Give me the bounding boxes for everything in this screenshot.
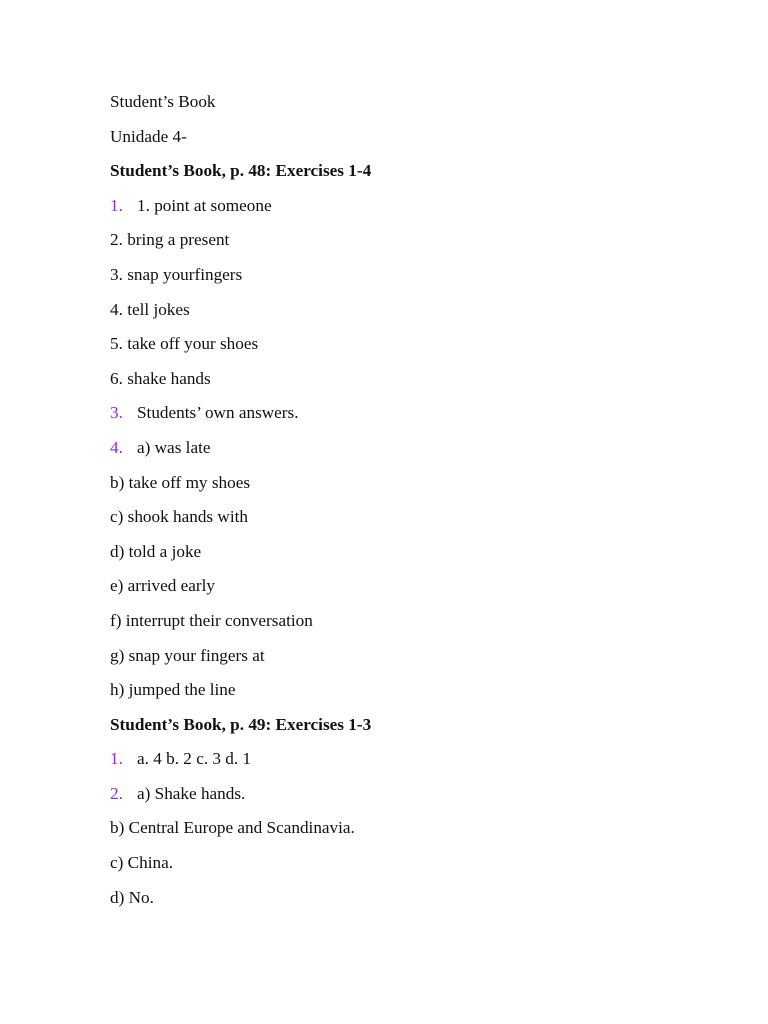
exercise-number: 3. — [110, 403, 123, 423]
unit-title: Unidade 4- — [110, 126, 187, 146]
answer-line: d) No. — [110, 887, 154, 907]
answer-line: 6. shake hands — [110, 368, 211, 388]
answer-line: 5. take off your shoes — [110, 334, 259, 354]
answer-text: a) Shake hands. — [137, 783, 246, 803]
answer-line: c) China. — [110, 853, 174, 873]
exercise-number: 4. — [110, 437, 123, 457]
exercise-number: 1. — [110, 195, 123, 215]
document-page — [110, 90, 710, 920]
answer-text: a. 4 b. 2 c. 3 d. 1 — [137, 749, 252, 769]
exercise-3-line — [110, 401, 710, 436]
book-title: Student’s Book — [110, 92, 216, 111]
exercise-1-line — [110, 747, 710, 782]
answer-line: f) interrupt their conversation — [110, 610, 313, 630]
section-heading-p49: Student’s Book, p. 49: Exercises 1-3 — [110, 714, 372, 734]
exercise-1-line — [110, 194, 710, 229]
exercise-number: 2. — [110, 783, 123, 803]
exercise-4-line — [110, 436, 710, 471]
answer-line: 4. tell jokes — [110, 299, 190, 319]
answer-line: 3. snap yourfingers — [110, 264, 243, 284]
exercise-2-line — [110, 782, 710, 817]
answer-line: d) told a joke — [110, 541, 202, 561]
answer-line: b) take off my shoes — [110, 472, 251, 492]
answer-line: e) arrived early — [110, 576, 215, 596]
answer-line: h) jumped the line — [110, 680, 236, 700]
answer-text: a) was late — [137, 437, 211, 457]
answer-text: 1. point at someone — [137, 195, 272, 215]
answer-line: g) snap your fingers at — [110, 645, 265, 665]
answer-line: b) Central Europe and Scandinavia. — [110, 818, 355, 838]
answer-text: Students’ own answers. — [137, 403, 299, 423]
answer-line: c) shook hands with — [110, 507, 248, 527]
answer-line: 2. bring a present — [110, 230, 230, 250]
exercise-number: 1. — [110, 749, 123, 769]
section-heading-p48: Student’s Book, p. 48: Exercises 1-4 — [110, 161, 372, 181]
